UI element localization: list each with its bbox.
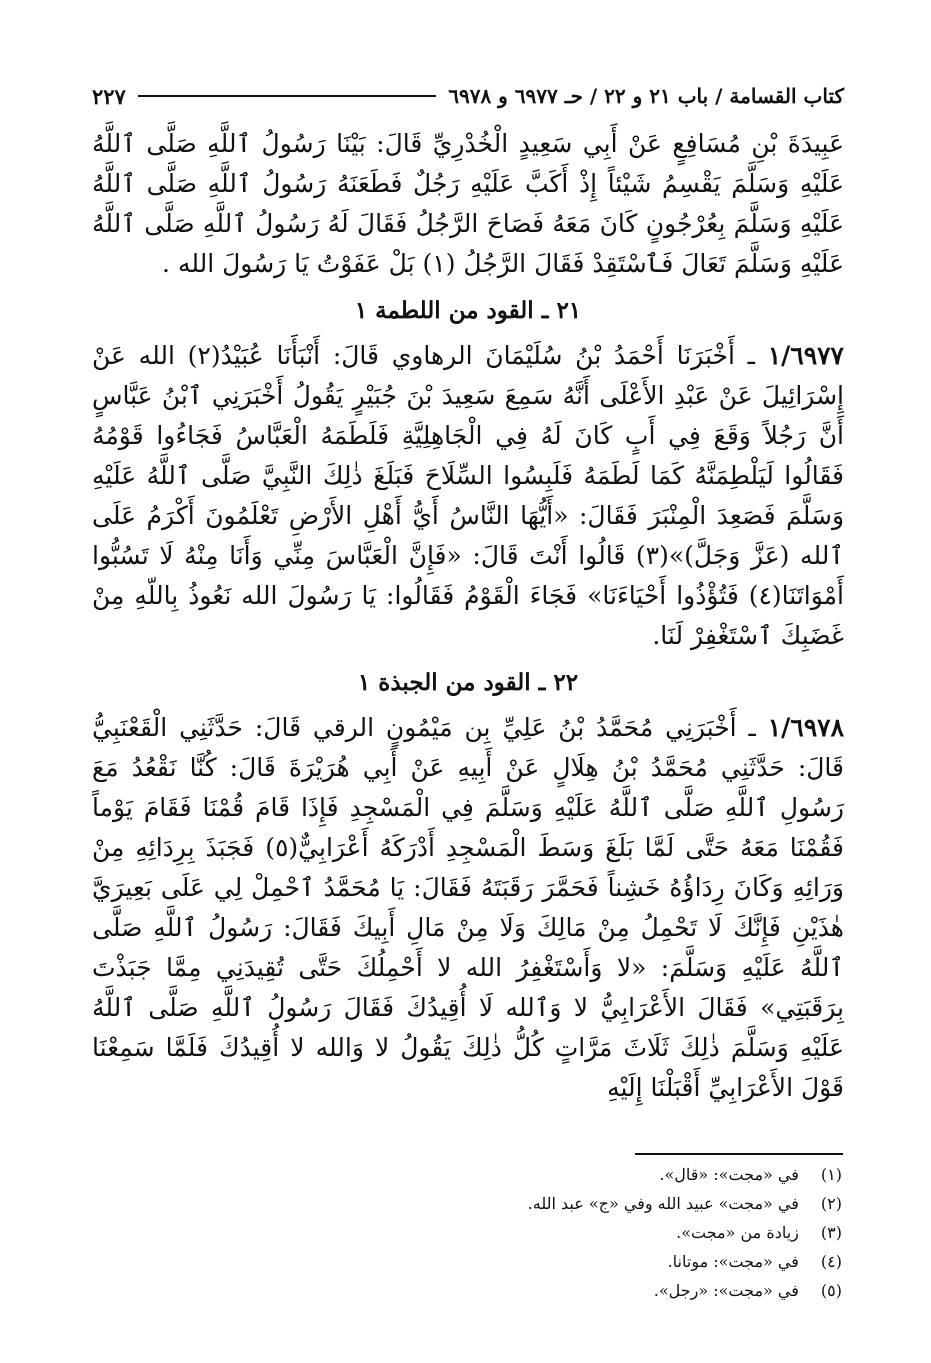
footnote-separator — [635, 1153, 843, 1155]
footnote-number: (٣) — [820, 1223, 842, 1242]
intro-line: مَعَهُ فَصَاحَ الرَّجُلُ فَقَالَ لَهُ رَسُولُ ٱللَّهِ صَلَّى ٱللَّهُ عَلَيْهِ وَسَلَّمَ تَعَالَ فَٱسْتَقِدْ فَقَالَ — [92, 209, 844, 278]
hadith-line: بِاللّهِ مِنْ غَضَبِكَ ٱسْتَغْفِرْ لَنَا. — [92, 581, 844, 650]
hadith-line: صَلَّى ٱللَّهُ عَلَيْهِ وَسَلَّمَ فِي الْمَسْجِدِ فَإِذَا قَامَ قُمْنَا فَقَامَ يَوْماً فَقُمْنَا مَعَهُ حَتَّى لَمَّا بَلَغَ وَسَطَ — [92, 793, 845, 862]
hadith-6978 — [92, 708, 844, 1108]
footnote-text: في «مجت»: موتانا. — [667, 1252, 799, 1271]
hadith-number: ١/٦٩٧٧ — [767, 341, 844, 370]
header-rule — [138, 95, 436, 97]
footnote-text: في «مجت» عبيد الله وفي «ج» عبد الله. — [527, 1194, 799, 1213]
footnotes — [300, 1160, 842, 1305]
page-number: ٢٢٧ — [92, 83, 126, 109]
hadith-line: فَلَبِسُوا السِّلَاحَ فَبَلَغَ ذٰلِكَ النَّبِيَّ صَلَّى ٱللَّهُ عَلَيْهِ وَسَلَّمَ فَصَعِدَ الْمِنْبَرَ فَقَالَ: «أَيُّهَا النَّاسُ — [92, 461, 845, 530]
section-heading-22: ٢٢ ـ القود من الجبذة ١ — [357, 669, 579, 696]
footnote-number: (٢) — [820, 1194, 842, 1213]
hadith-line: رَسُولُ ٱللَّهِ صَلَّى ٱللَّهُ عَلَيْهِ وَسَلَّمَ: «لا وَأَسْتَغْفِرُ الله لا أَحْمِلُكَ حَتَّى تُقِيدَنِي مِمَّا — [92, 913, 844, 982]
hadith-line: إِسْرَائِيلَ عَنْ عَبْدِ الأَعْلَى أَنَّهُ سَمِعَ سَعِيدَ بْنَ جُبَيْرٍ يَقُولُ أَخْبَرَنِي ٱبْنُ عَبَّاسٍ أَنَّ رَجُلاً — [92, 381, 844, 450]
footnote — [300, 1218, 842, 1247]
hadith-line: ـ أَخْبَرَنِي مُحَمَّدُ بْنُ عَلِيِّ بِن مَيْمُونٍ الرقي قَالَ: حَدَّثَنِي الْقَعْنَبِيُّ — [92, 713, 756, 742]
footnote — [300, 1160, 842, 1189]
footnote — [300, 1247, 842, 1276]
intro-line: الرَّجُلُ (١) بَلْ عَفَوْتُ يَا رَسُولَ الله . — [162, 249, 527, 278]
hadith-line: الْمَسْجِدِ أَدْرَكَهُ أَعْرَابِيٌّ(٥) فَجَبَذَ بِرِدَائِهِ مِنْ وَرَائِهِ وَكَانَ رِدَاؤُهُ خَشِناً فَحَمَّرَ رَقَبَتَهُ فَقَالَ: يَا — [92, 833, 845, 902]
hadith-line: قَالَ: حَدَّثَنِي مُحَمَّدُ بْنُ هِلَالٍ عَنْ أَبِيهِ عَنْ أَبِي هُرَيْرَةَ قَالَ: كُنَّا نَقْعُدُ مَعَ رَسُولِ ٱللَّهِ — [92, 753, 844, 822]
footnote — [300, 1276, 842, 1305]
footnote-text: في «مجت»: «رجل». — [653, 1281, 799, 1300]
intro-line: عَبِيدَةَ بْنِ مُسَافِعٍ عَنْ أَبِي سَعِيدٍ الْخُدْرِيِّ قَالَ: بَيْنَا رَسُولُ ٱللَّهِ صَلَّى ٱللَّهُ عَلَيْهِ وَسَلَّمَ — [92, 129, 844, 198]
hadith-line: ـ أَخْبَرَنَا أَحْمَدُ بْنُ سُلَيْمَانَ الرهاوي قَالَ: أَنْبَأَنَا عُبَيْدُ(٢) الله عَنْ — [92, 341, 755, 370]
footnote — [300, 1189, 842, 1218]
main-text — [92, 124, 844, 1108]
hadith-line: ذٰلِكَ ثَلَاثَ مَرَّاتٍ كُلُّ ذٰلِكَ يَقُولُ لا وَالله لا أُقِيدُكَ فَلَمَّا سَمِعْنَا قَوْلَ الأَعْرَابِيِّ أَقْبَلْنَا إِلَيْهِ — [92, 1033, 844, 1102]
footnote-text: في «مجت»: «قال». — [659, 1165, 799, 1184]
footnote-text: زيادة من «مجت». — [676, 1223, 799, 1242]
footnote-number: (١) — [820, 1165, 842, 1184]
intro-line: يَقْسِمُ شَيْئاً إِذْ أَكَبَّ عَلَيْهِ رَجُلٌ فَطَعَنَهُ رَسُولُ ٱللَّهِ صَلَّى ٱللَّهُ عَلَيْهِ وَسَلَّمَ بِعُرْجُونٍ كَانَ — [92, 169, 844, 238]
hadith-line: مِنِّي وَأَنَا مِنْهُ لَا تَسُبُّوا أَمْوَاتَنَا(٤) فَتُؤْذُوا أَحْيَاءَنَا» فَجَاءَ الْقَوْمُ فَقَالُوا: يَا رَسُولَ الله نَعُوذُ — [92, 541, 844, 610]
hadith-line: جَبَذْتَ بِرَقَبَتِي» فَقَالَ الأَعْرَابِيُّ لا وَٱلله لَا أُقِيدُكَ فَقَالَ رَسُولُ ٱللَّهِ صَلَّى ٱللَّهُ عَلَيْهِ وَسَلَّمَ — [92, 953, 844, 1062]
section-heading-21: ٢١ ـ القود من اللطمة ١ — [354, 297, 582, 324]
footnote-number: (٥) — [820, 1281, 842, 1300]
running-header — [92, 78, 844, 114]
footnote-number: (٤) — [820, 1252, 842, 1271]
intro-paragraph — [92, 124, 844, 284]
hadith-line: أَيُّ أَهْلِ الأَرْضِ تَعْلَمُونَ أَكْرَمُ عَلَى ٱلله (عَزَّ وَجَلَّ)»(٣) قَالُوا أَنْتَ قَالَ: «فَإِنَّ الْعَبَّاسَ — [92, 501, 844, 570]
hadith-line: مُحَمَّدُ ٱحْمِلْ لِي عَلَى بَعِيرَيَّ هٰذَيْنِ فَإِنَّكَ لَا تَحْمِلُ مِنْ مَالِكَ وَلَا مِنْ مَالِ أَبِيكَ فَقَالَ: — [92, 873, 844, 942]
hadith-line: وَقَعَ فِي أَبٍ كَانَ لَهُ فِي الْجَاهِلِيَّةِ فَلَطَمَهُ الْعَبَّاسُ فَجَاءُوا قَوْمُهُ فَقَالُوا لَيَلْطِمَنَّهُ كَمَا لَطَمَهُ — [92, 421, 844, 490]
header-title: كتاب القسامة / باب ٢١ و ٢٢ / حـ ٦٩٧٧ و ٦٩٧٨ — [448, 84, 844, 108]
hadith-6977 — [92, 336, 844, 656]
hadith-number: ١/٦٩٧٨ — [767, 713, 845, 742]
